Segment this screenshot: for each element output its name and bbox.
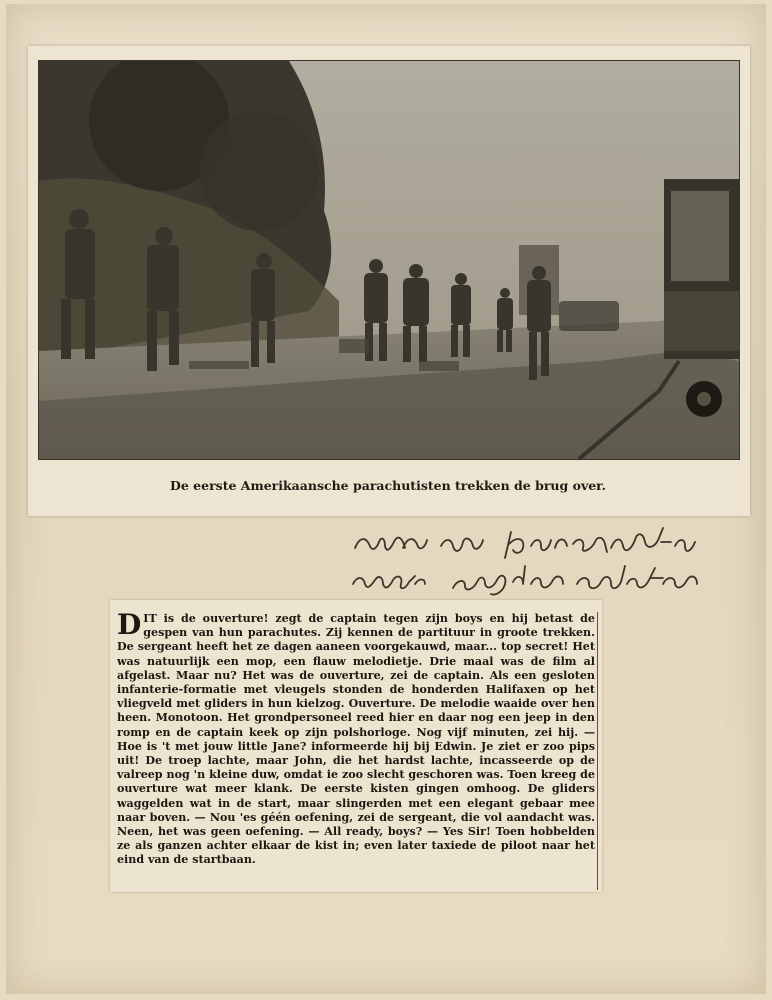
- column-rule: [597, 612, 598, 890]
- article-text: [117, 608, 595, 868]
- handwritten-note: [345, 518, 735, 598]
- article-dropcap: D: [117, 608, 142, 641]
- newspaper-photo: [38, 60, 740, 460]
- handwriting-scribble: [345, 518, 735, 598]
- article-paragraph: IT is de ouverture! zegt de captain tegen zijn boys en hij betast de gespen van hun parachutes. Zij kennen de partituur in groote trekken. De sergeant heeft het ze dagen aaneen voorgekauwd, maar... top secret! Het was natuurlijk een mop, een flauw melodietje. Drie maal was de film al afgelast. Maar nu? Het was de ouverture, zei de captain. Als een gesloten infanterie-formatie met vleugels stonden de honderden Halifaxen op het vliegveld met gliders in hun kielzog. Ouverture. De melodie waaide over hen heen. Monotoon. Het grondpersoneel reed hier en daar nog een jeep in den romp en de captain keek op zijn polshorloge. Nog vijf minuten, zei hij. — Hoe is 't met jouw little Jane? informeerde hij bij Edwin. Je ziet er zoo pips uit! De troep lachte, maar John, die het hardst lachte, incasseerde op de valreep nog 'n kleine duw, omdat ie zoo slecht geschoren was. Toen kreeg de ouverture wat meer klank. De eerste kisten gingen omhoog. De gliders waggelden wat in de start, maar slingerden met een elegant gebaar mee naar boven. — Nou 'es géén oefening, zei de sergeant, die vol aandacht was. Neen, het was geen oefening. — All ready, boys? — Yes Sir! Toen hobbelden ze als ganzen achter elkaar de kist in; even later taxiede de piloot naar het eind van de startbaan.: [117, 612, 595, 867]
- photo-caption: De eerste Amerikaansche parachutisten trekken de brug over.: [170, 478, 606, 493]
- photo-image: [39, 61, 739, 459]
